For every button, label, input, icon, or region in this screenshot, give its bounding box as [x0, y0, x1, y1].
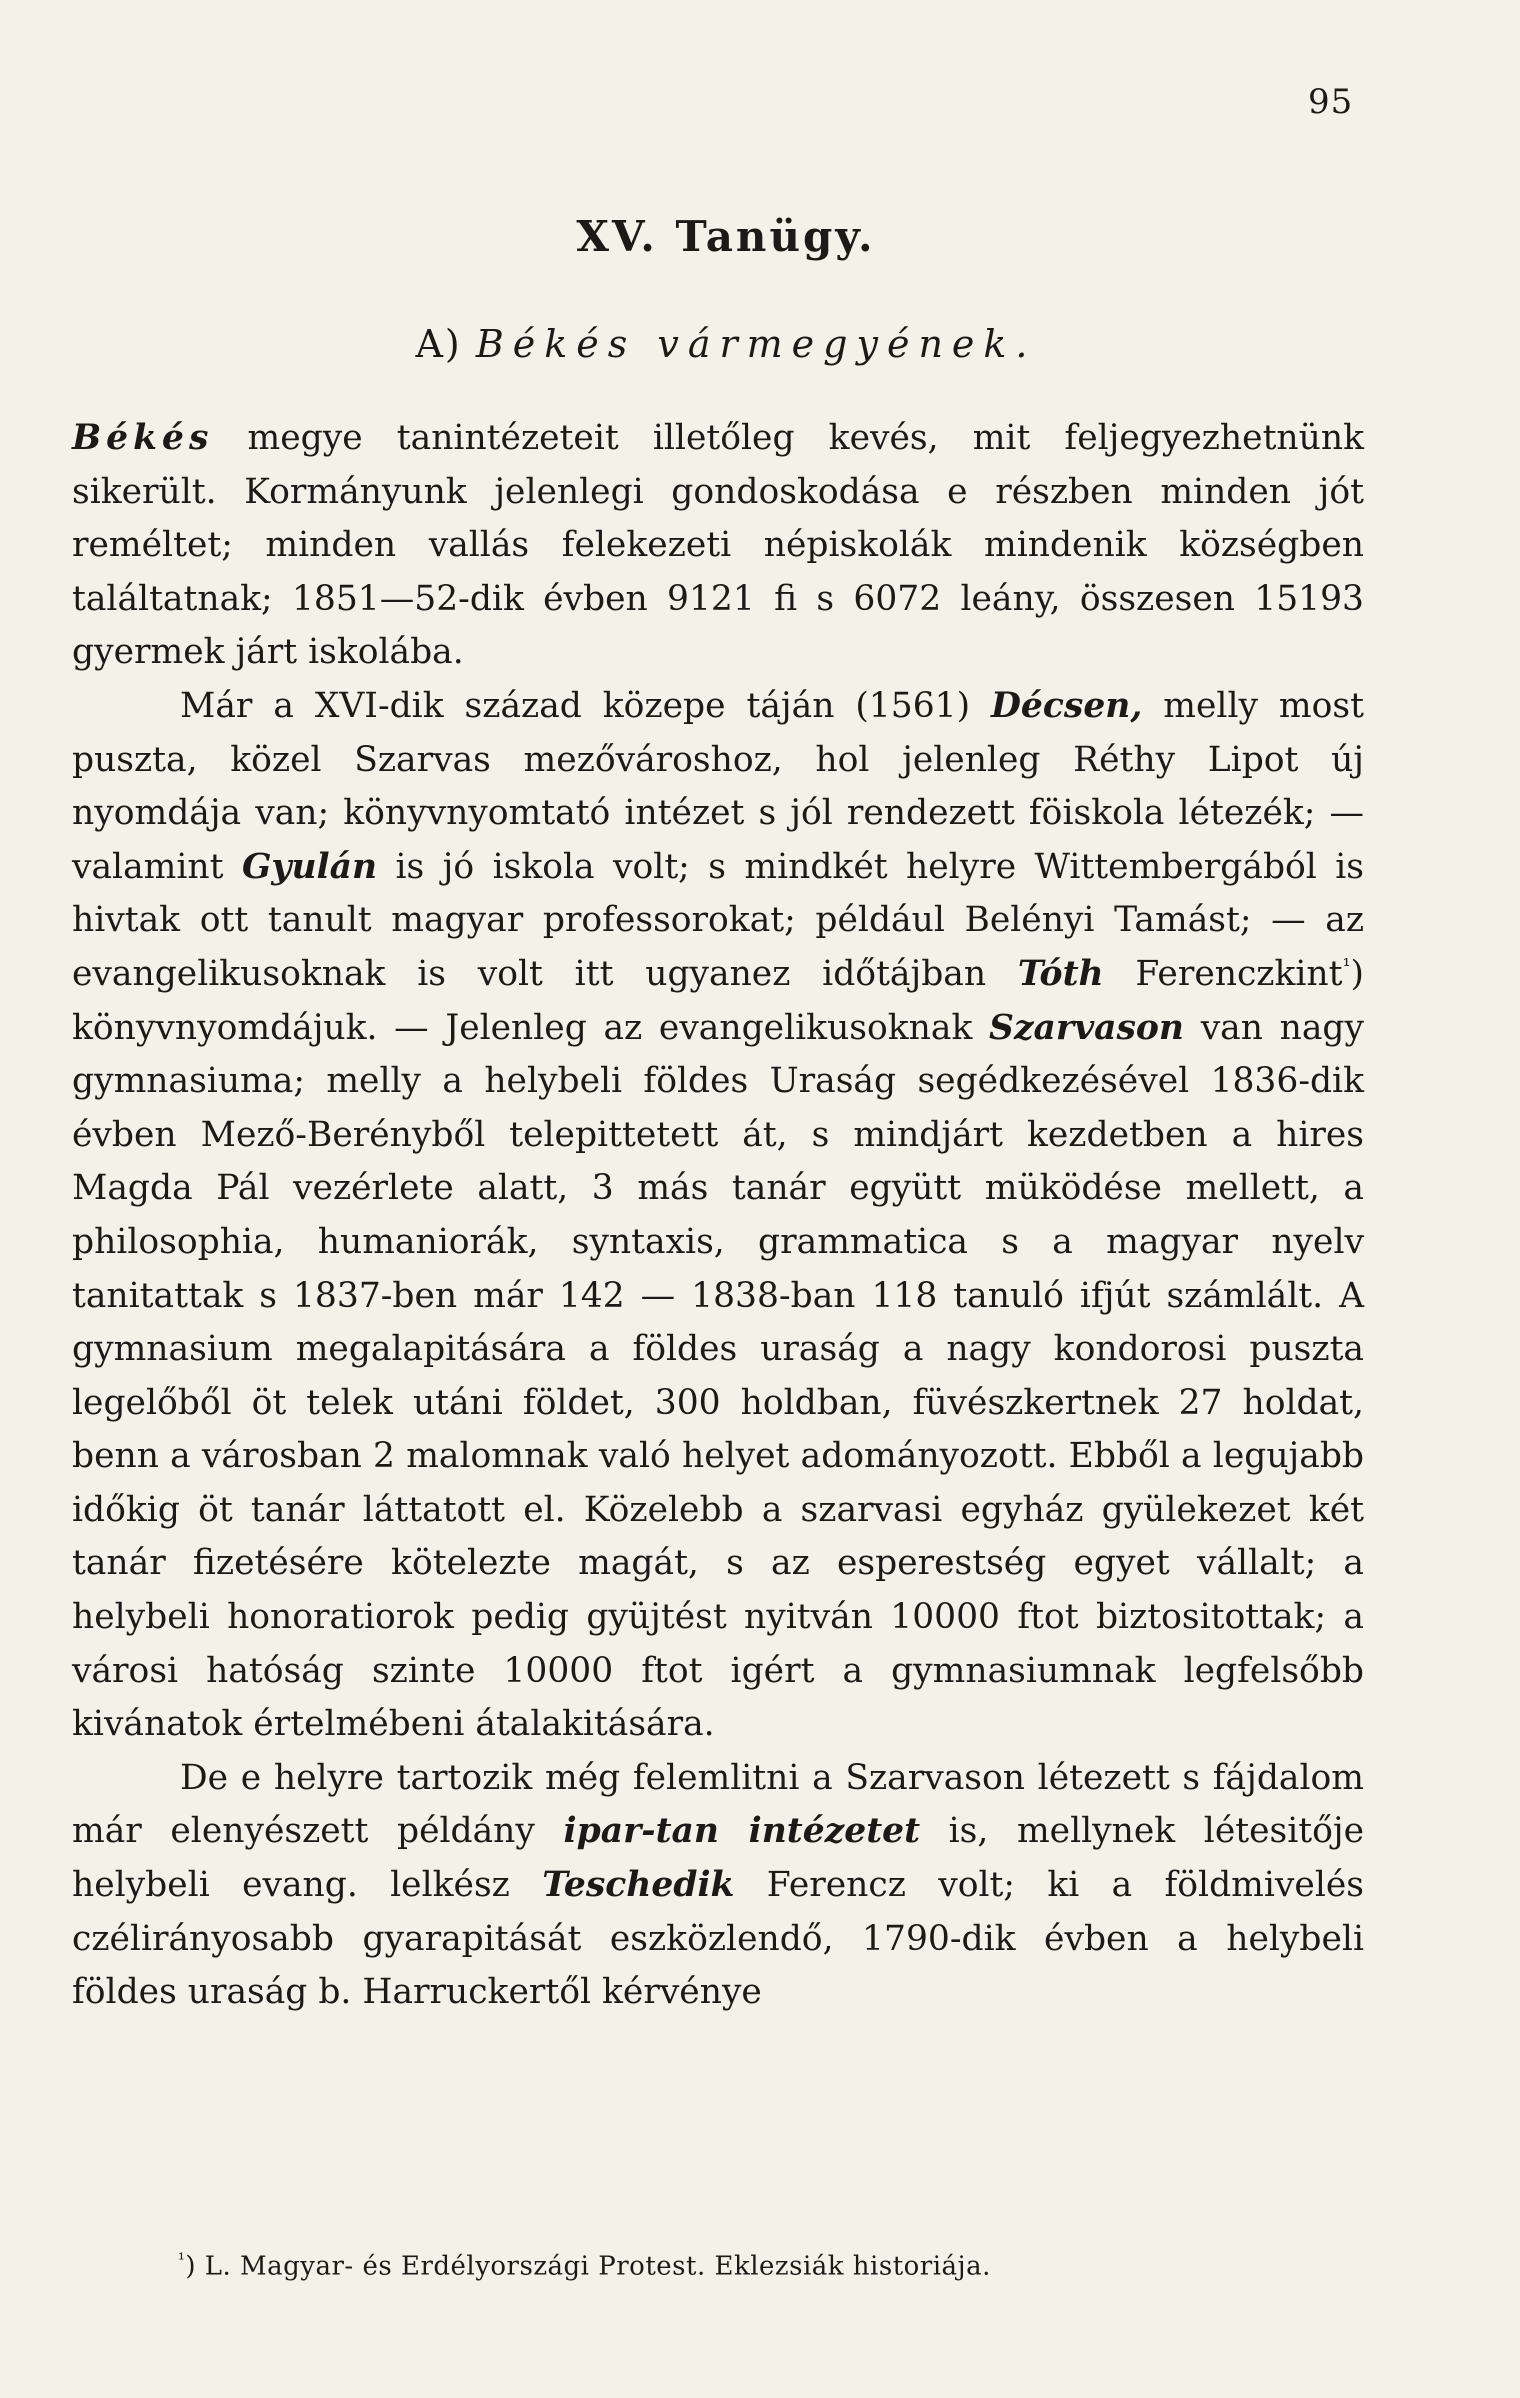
page-number: 95: [1308, 82, 1354, 122]
section-name: Békés vármegyének.: [475, 322, 1037, 366]
person-name: Tóth: [1017, 953, 1104, 994]
paragraph-text: Ferenczkint: [1103, 953, 1343, 994]
footnote: [178, 2250, 1278, 2282]
paragraph-text: ) könyvnyomdájuk. — Jelenleg az evangelikusoknak: [72, 953, 1364, 1048]
paragraph-text: melly most puszta, közel Szarvas mezővároshoz, hol jelenleg Réthy Lipot új nyomdája van; könyvnyomtató intézet s jól rendezett föiskola létezék; — valamint: [72, 685, 1364, 887]
paragraph-text: megye tanintézeteit illetőleg kevés, mit feljegyezhetnünk sikerült. Kormányunk jelenlegi gondoskodása e részben minden jót reméltet; minden vallás felekezeti népiskolák mindenik községben találtatnak; 1851—52-dik évben 9121 fi s 6072 leány, összesen 15193 gyermek járt iskolába.: [72, 418, 1364, 673]
paragraph-text: De e helyre tartozik még felemlitni a Szarvason létezett s fájdalom már elenyészett példány: [72, 1757, 1364, 1852]
section-letter: A): [415, 322, 462, 366]
footnote-reference[interactable]: ¹: [1342, 953, 1351, 978]
place-name: Gyulán: [241, 846, 378, 887]
footnote-mark: ¹: [178, 2250, 186, 2270]
paragraph: [72, 680, 1364, 1752]
person-name: Teschedik: [542, 1865, 735, 1906]
body-text: [72, 412, 1364, 2020]
institute-name: ipar-tan intézetet: [563, 1811, 921, 1852]
paragraph-text: Ferencz volt; ki a földmivelés czélirányosabb gyarapitását eszközlendő, 1790-dik évben a helybeli földes uraság b. Harruckertől kérvénye: [72, 1865, 1364, 2013]
footnote-text: ) L. Magyar- és Erdélyországi Protest. Eklezsiák historiája.: [185, 2251, 991, 2282]
paragraph-lead: Békés: [72, 418, 214, 458]
paragraph-text: is, mellynek létesitője helybeli evang. lelkész: [72, 1811, 1364, 1906]
place-name: Szarvason: [989, 1007, 1185, 1048]
paragraph-text: van nagy gymnasiuma; melly a helybeli földes Uraság segédkezésével 1836-dik évben Mező-Berényből telepittetett át, s mindjárt kezdetben a hires Magda Pál vezérlete alatt, 3 más tanár együtt müködése mellett, a philosophia, humaniorák, syntaxis, grammatica s a magyar nyelv tanitattak s 1837-ben már 142 — 1838-ban 118 tanuló ifjút számlált. A gymnasium megalapitására a földes uraság a nagy kondorosi puszta legelőből öt telek utáni földet, 300 holdban, füvészkertnek 27 holdat, benn a városban 2 malomnak való helyet adományozott. Ebből a legujabb időkig öt tanár láttatott el. Közelebb a szarvasi egyház gyülekezet két tanár fizetésére kötelezte magát, s az esperestség egyet vállalt; a helybeli honoratiorok pedig gyüjtést nyitván 10000 ftot biztositottak; a városi hatóság szinte 10000 ftot igért a gymnasiumnak legfelsőbb kivánatok értelmébeni átalakitására.: [72, 1007, 1365, 1745]
chapter-title: XV. Tanügy.: [576, 212, 876, 261]
paragraph: [72, 412, 1364, 680]
paragraph: [72, 1752, 1364, 2020]
place-name: Décsen,: [991, 685, 1143, 726]
paragraph-text: is jó iskola volt; s mindkét helyre Wittembergából is hivtak ott tanult magyar professorokat; például Belényi Tamást; — az evangelikusoknak is volt itt ugyanez időtájban: [72, 846, 1364, 994]
section-title: [0, 322, 1452, 366]
paragraph-text: Már a XVI-dik század közepe táján (1561): [180, 685, 992, 726]
